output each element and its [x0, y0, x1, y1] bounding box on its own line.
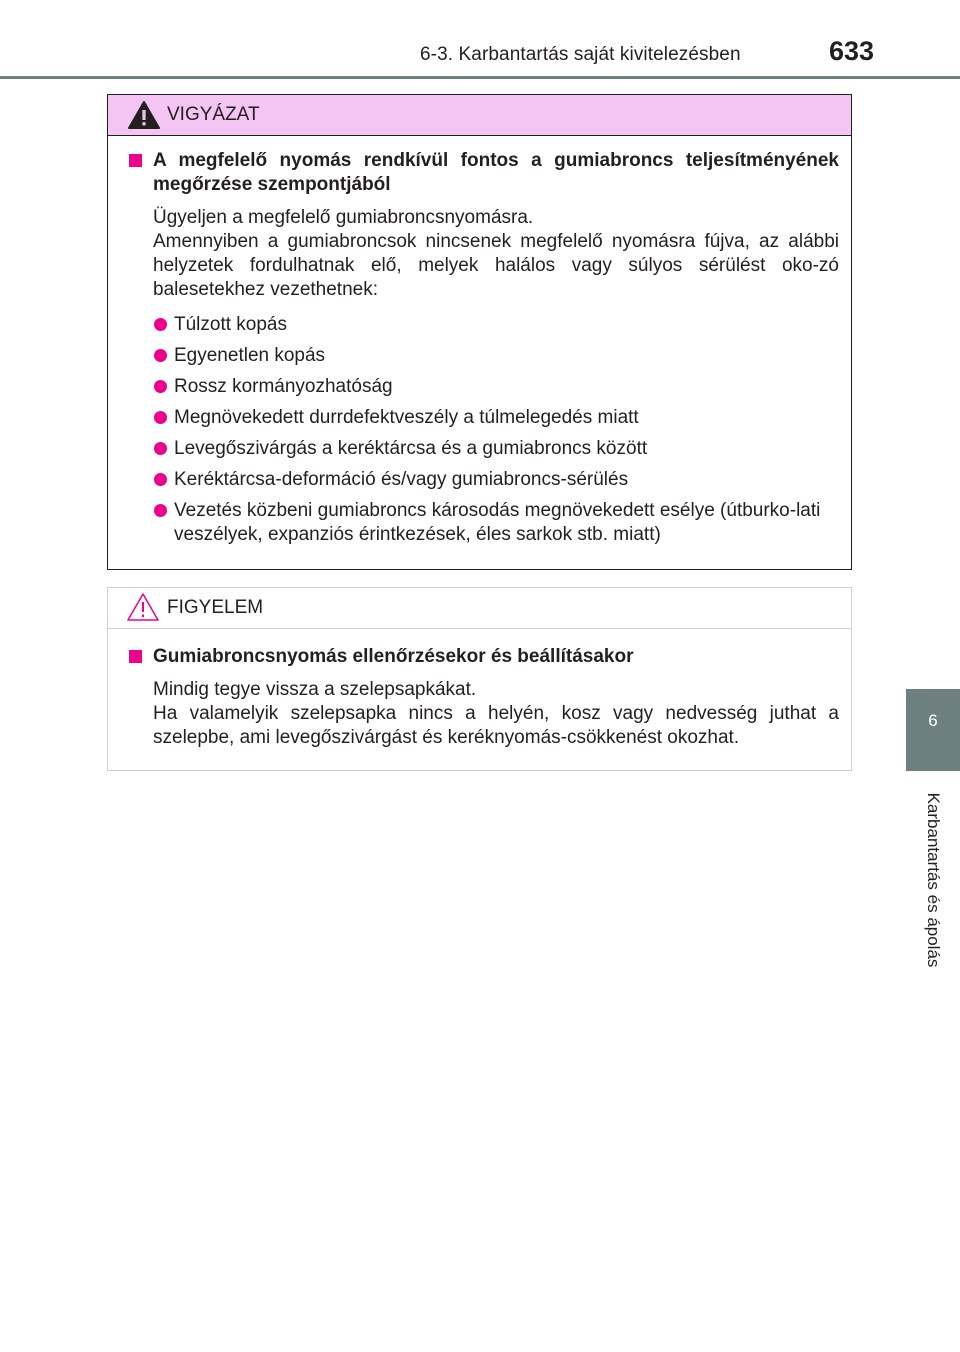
chapter-tab — [906, 689, 960, 771]
warning-triangle-filled-icon — [127, 100, 161, 130]
list-item: Levegőszivárgás a keréktárcsa és a gumiabroncs között — [153, 437, 839, 461]
magenta-dot-icon — [154, 504, 167, 517]
notice-title: FIGYELEM — [167, 597, 264, 618]
magenta-dot-icon — [154, 473, 167, 486]
notice-body — [108, 629, 851, 750]
caution-paragraph-2: Amennyiben a gumiabroncsok nincsenek megfelelő nyomásra fújva, az alábbi helyzetek fordulhatnak elő, melyek halálos vagy súlyos sérülést oko-zó balesetekhez vezethetnek: — [153, 231, 839, 300]
magenta-dot-icon — [154, 411, 167, 424]
page-number: 633 — [829, 36, 875, 66]
chapter-title: Karbantartás és ápolás — [924, 792, 943, 968]
warning-triangle-outline-icon — [126, 592, 160, 622]
caution-header — [108, 95, 851, 136]
caution-heading — [129, 149, 839, 197]
caution-heading-text: A megfelelő nyomás rendkívül fontos a gumiabroncs teljesítményének megőrzése szempontjából — [153, 150, 839, 195]
caution-title: VIGYÁZAT — [167, 104, 260, 125]
magenta-dot-icon — [154, 318, 167, 331]
notice-paragraphs — [129, 678, 839, 750]
caution-paragraphs — [129, 206, 839, 302]
notice-heading-text: Gumiabroncsnyomás ellenőrzésekor és beállításakor — [153, 646, 634, 667]
list-item: Vezetés közbeni gumiabroncs károsodás megnövekedett esélye (útburko-lati veszélyek, expanziós érintkezések, éles sarkok stb. miatt) — [153, 499, 839, 547]
magenta-dot-icon — [154, 349, 167, 362]
magenta-square-icon — [129, 650, 142, 663]
caution-body — [108, 136, 851, 547]
notice-paragraph-1: Mindig tegye vissza a szelepsapkákat. — [153, 679, 477, 700]
caution-bullet-list — [129, 313, 839, 547]
list-item: Rossz kormányozhatóság — [153, 375, 839, 399]
notice-header — [108, 588, 851, 629]
notice-box — [107, 587, 852, 771]
magenta-square-icon — [129, 154, 142, 167]
caution-box — [107, 94, 852, 570]
list-item: Egyenetlen kopás — [153, 344, 839, 368]
notice-heading — [129, 645, 839, 669]
list-item: Túlzott kopás — [153, 313, 839, 337]
section-title: 6-3. Karbantartás saját kivitelezésben — [420, 44, 741, 65]
caution-paragraph-1: Ügyeljen a megfelelő gumiabroncsnyomásra. — [153, 207, 534, 228]
header-rule — [0, 76, 960, 79]
magenta-dot-icon — [154, 380, 167, 393]
list-item: Keréktárcsa-deformáció és/vagy gumiabroncs-sérülés — [153, 468, 839, 492]
notice-paragraph-2: Ha valamelyik szelepsapka nincs a helyén, kosz vagy nedvesség juthat a szelepbe, ami levegőszivárgást és keréknyomás-csökkenést okozhat. — [153, 703, 839, 748]
magenta-dot-icon — [154, 442, 167, 455]
chapter-number: 6 — [928, 711, 938, 730]
list-item: Megnövekedett durrdefektveszély a túlmelegedés miatt — [153, 406, 839, 430]
